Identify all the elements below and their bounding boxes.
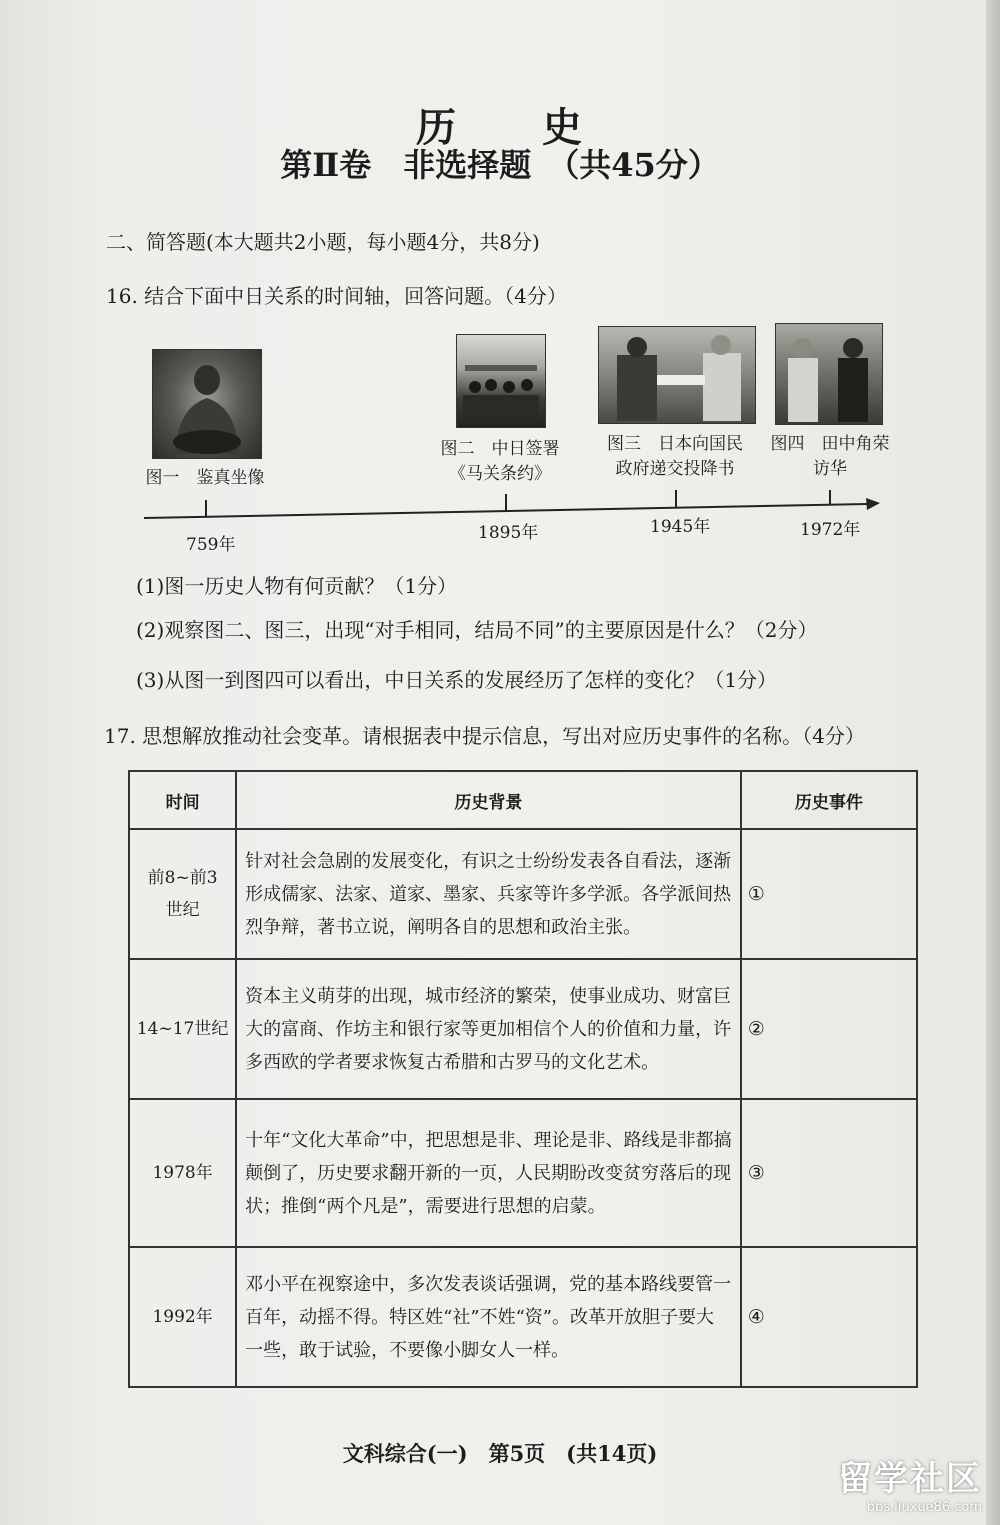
page-footer: 文科综合(一) 第5页 (共14页) (342, 1441, 658, 1466)
figure2-caption-line1: 图二 中日签署 (440, 439, 560, 459)
row2-event-answer-blank[interactable]: ② (741, 959, 917, 1099)
table-row (129, 1099, 917, 1247)
row4-background: 邓小平在视察途中，多次发表谈话强调，党的基本路线要管一百年，动摇不得。特区姓“社”不姓“资”。改革开放胆子要大一些，敢于试验，不要像小脚女人一样。 (236, 1247, 741, 1387)
year-1895: 1895年 (478, 523, 539, 543)
seated-statue-icon (153, 350, 261, 458)
row1-event-answer-blank[interactable]: ① (741, 829, 917, 959)
figure3-caption-line1: 图三 日本向国民 (607, 434, 743, 454)
row1-time: 前8~前3 世纪 (129, 829, 236, 959)
table-row (129, 829, 917, 959)
watermark-brand: 留学社区 (838, 1459, 982, 1499)
row4-time: 1992年 (129, 1247, 236, 1387)
subject-title: 历 史 (416, 104, 584, 151)
part2-heading: 二、简答题(本大题共2小题，每小题4分，共8分) (106, 230, 540, 254)
handshake-visit-icon (776, 324, 882, 424)
figure2-photo (456, 334, 546, 428)
figure2-caption-line2: 《马关条约》 (449, 464, 551, 484)
surrender-document-icon (599, 327, 755, 423)
table-header-row (129, 771, 917, 829)
page-edge-shadow (986, 0, 1000, 1525)
site-watermark (838, 1451, 982, 1515)
header-event: 历史事件 (741, 771, 917, 829)
header-time: 时间 (129, 771, 236, 829)
row2-time: 14~17世纪 (129, 959, 236, 1099)
watermark-url: bbs.liuxue86.com (866, 1500, 982, 1515)
row4-event-answer-blank[interactable]: ④ (741, 1247, 917, 1387)
year-1972: 1972年 (800, 520, 861, 540)
figure3-photo (598, 326, 756, 424)
q16-sub3: (3)从图一到图四可以看出，中日关系的发展经历了怎样的变化？（1分） (136, 668, 778, 692)
row3-background: 十年“文化大革命”中，把思想是非、理论是非、路线是非都搞颠倒了，历史要求翻开新的一页，人民期盼改变贫穷落后的现状；推倒“两个凡是”，需要进行思想的启蒙。 (236, 1099, 741, 1247)
q16-sub1: (1)图一历史人物有何贡献？（1分） (136, 574, 458, 598)
figure1-caption: 图一 鉴真坐像 (145, 468, 265, 488)
row3-event-answer-blank[interactable]: ③ (741, 1099, 917, 1247)
q17-stem: 17. 思想解放推动社会变革。请根据表中提示信息，写出对应历史事件的名称。（4分） (104, 724, 865, 748)
year-1945: 1945年 (650, 517, 711, 537)
header-background: 历史背景 (236, 771, 741, 829)
year-759: 759年 (186, 535, 236, 555)
figure1-photo (152, 349, 262, 459)
history-table (128, 770, 918, 1388)
table-row (129, 1247, 917, 1387)
q16-sub2: (2)观察图二、图三，出现“对手相同，结局不同”的主要原因是什么？（2分） (136, 618, 818, 642)
row3-time: 1978年 (129, 1099, 236, 1247)
table-row (129, 959, 917, 1099)
section-title: 第Ⅱ卷 非选择题 （共45分） (280, 146, 720, 184)
row1-background: 针对社会急剧的发展变化，有识之士纷纷发表各自看法，逐渐形成儒家、法家、道家、墨家、兵家等许多学派。各学派间热烈争辩，著书立说，阐明各自的思想和政治主张。 (236, 829, 741, 959)
signing-scene-icon (457, 335, 545, 427)
figure4-photo (775, 323, 883, 425)
row2-background: 资本主义萌芽的出现，城市经济的繁荣，使事业成功、财富巨大的富商、作坊主和银行家等更加相信个人的价值和力量，许多西欧的学者要求恢复古希腊和古罗马的文化艺术。 (236, 959, 741, 1099)
q16-stem: 16. 结合下面中日关系的时间轴，回答问题。（4分） (106, 284, 567, 308)
figure4-caption-line1: 图四 田中角荣 (770, 434, 890, 454)
figure3-caption-line2: 政府递交投降书 (615, 459, 735, 479)
figure4-caption-line2: 访华 (813, 459, 847, 479)
